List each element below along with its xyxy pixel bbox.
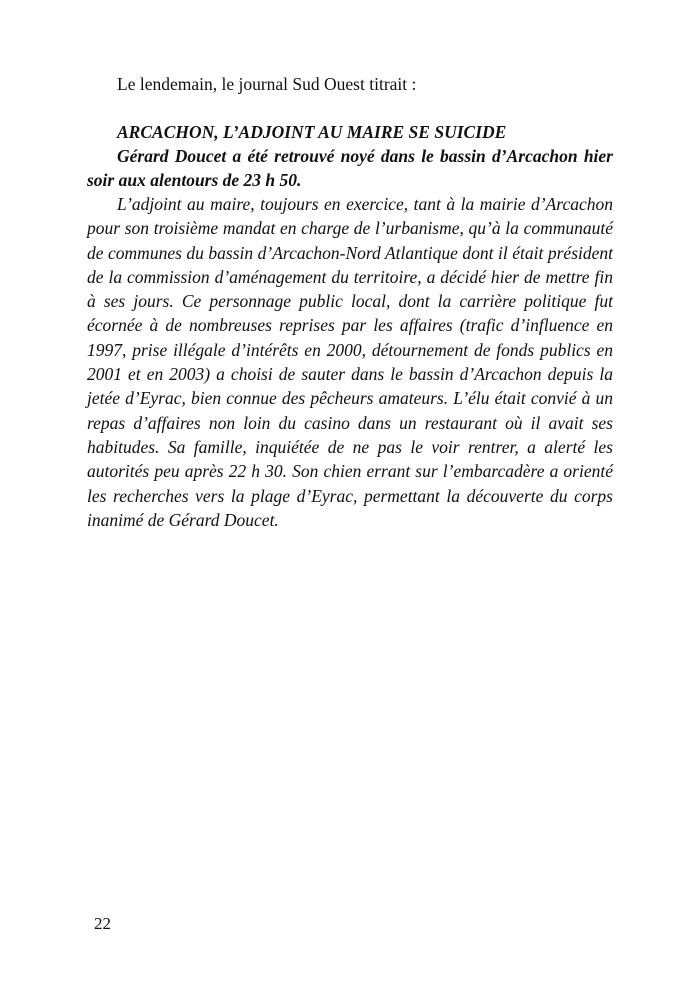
page-number: 22 [94, 914, 111, 933]
newspaper-article [87, 120, 613, 532]
intro-paragraph: Le lendemain, le journal Sud Ouest titrait : [117, 74, 417, 94]
page-content [87, 72, 613, 532]
article-body: L’adjoint au maire, toujours en exercice, tant à la mairie d’Arcachon pour son troisième mandat en charge de l’urbanisme, qu’à la communauté de communes du bassin d’Arcachon-Nord Atlantique dont il était président de la commission d’aménagement du territoire, a décidé hier de mettre fin à ses jours. Ce personnage public local, dont la carrière politique fut écornée à de nombreuses reprises par les affaires (trafic d’influence en 1997, prise illégale d’intérêts en 2000, détournement de fonds publics en 2001 et en 2003) a choisi de sauter dans le bassin d’Arcachon depuis la jetée d’Eyrac, bien connue des pêcheurs amateurs. L’élu était convié à un repas d’affaires non loin du casino dans un restaurant où il avait ses habitudes. Sa famille, inquiétée de ne pas le voir rentrer, a alerté les autorités peu après 22 h 30. Son chien errant sur l’embarcadère a orienté les recherches vers la plage d’Eyrac, permettant la découverte du corps inanimé de Gérard Doucet. [87, 194, 613, 530]
article-lead: Gérard Doucet a été retrouvé noyé dans le bassin d’Arcachon hier soir aux alentours de 23 h 50. [87, 146, 613, 190]
article-headline: ARCACHON, L’ADJOINT AU MAIRE SE SUICIDE [117, 122, 507, 142]
